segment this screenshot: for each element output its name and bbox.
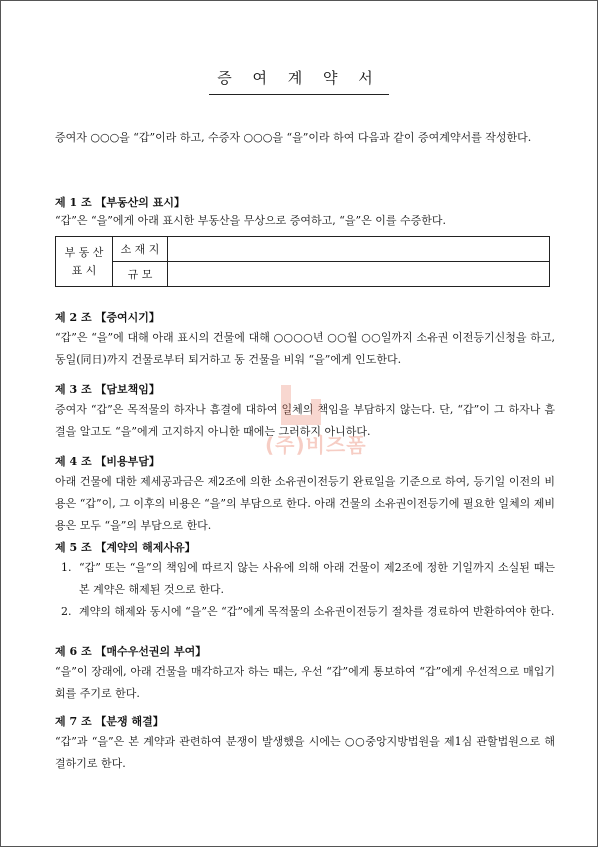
article-4 — [55, 453, 555, 537]
property-table — [55, 236, 550, 287]
article-6 — [55, 643, 555, 705]
article-5-item — [55, 557, 555, 601]
article-5-item-number: 1. — [61, 561, 72, 574]
article-3-heading: 제 3 조 【담보책임】 — [55, 383, 160, 396]
article-7 — [55, 713, 555, 775]
article-3-body: 증여자 “갑”은 목적물의 하자나 흠결에 대하여 일체의 책임을 부담하지 않는다. 단, “갑”이 그 하자나 흠결을 알고도 “을”에게 고지하지 아니한 때에는 그러하지 아니하다. — [55, 403, 555, 438]
article-4-heading: 제 4 조 【비용부담】 — [55, 455, 160, 468]
article-5-item-text: 계약의 해제와 동시에 “을”은 “갑”에게 목적물의 소유권이전등기 절차를 경료하여 반환하여야 한다. — [79, 605, 555, 618]
property-group-label-line2: 표 시 — [71, 263, 97, 277]
article-5-item — [55, 601, 555, 623]
article-7-body: “갑”과 “을”은 본 계약과 관련하여 분쟁이 발생했을 시에는 ○○중앙지방법원을 제1심 관할법원으로 해결하기로 한다. — [55, 735, 555, 770]
article-2-heading: 제 2 조 【증여시기】 — [55, 311, 160, 324]
document-title: 증 여 계 약 서 — [209, 67, 389, 95]
article-6-heading: 제 6 조 【매수우선권의 부여】 — [55, 645, 207, 658]
watermark-text: (주)비즈폼 — [265, 433, 367, 457]
article-1 — [55, 194, 555, 230]
location-value[interactable] — [168, 237, 550, 262]
article-5 — [55, 539, 555, 623]
article-5-item-text: “갑” 또는 “을”의 책임에 따르지 않는 사유에 의해 아래 건물이 제2조에 정한 기일까지 소실된 때는 본 계약은 해제된 것으로 한다. — [79, 561, 555, 596]
article-1-body: “갑”은 “을”에게 아래 표시한 부동산을 무상으로 증여하고, “을”은 이를 수증한다. — [55, 214, 446, 227]
intro-paragraph: 증여자 ○○○을 “갑”이라 하고, 수증자 ○○○을 “을”이라 하여 다음과 같이 증여계약서를 작성한다. — [55, 131, 532, 144]
property-group-label-line1: 부 동 산 — [64, 245, 104, 259]
location-label: 소 재 지 — [113, 237, 168, 262]
article-6-body: “을”이 장래에, 아래 건물을 매각하고자 하는 때는, 우선 “갑”에게 통보하여 “갑”에게 우선적으로 매입기회를 주기로 한다. — [55, 665, 555, 700]
article-4-body: 아래 건물에 대한 제세공과금은 제2조에 의한 소유권이전등기 완료일을 기준으로 하여, 등기일 이전의 비용은 “갑”이, 그 이후의 비용은 “을”의 부담으로 한다. 아래 건물의 소유권이전등기에 필요한 일체의 제비용은 모두 “을”의 부담으로 한다. — [55, 475, 555, 532]
article-2 — [55, 309, 555, 371]
article-5-item-number: 2. — [61, 605, 72, 618]
size-value[interactable] — [168, 262, 550, 287]
article-5-heading: 제 5 조 【계약의 해제사유】 — [55, 541, 196, 554]
article-2-body: “갑”은 “을”에 대해 아래 표시의 건물에 대해 ○○○○년 ○○월 ○○일까지 소유권 이전등기신청을 하고, 동일(同日)까지 건물로부터 퇴거하고 동 건물을 비워 “을”에게 인도한다. — [55, 331, 555, 366]
property-group-label — [56, 237, 113, 287]
size-label: 규 모 — [113, 262, 168, 287]
article-1-heading: 제 1 조 【부동산의 표시】 — [55, 196, 185, 209]
article-7-heading: 제 7 조 【분쟁 해결】 — [55, 715, 164, 728]
